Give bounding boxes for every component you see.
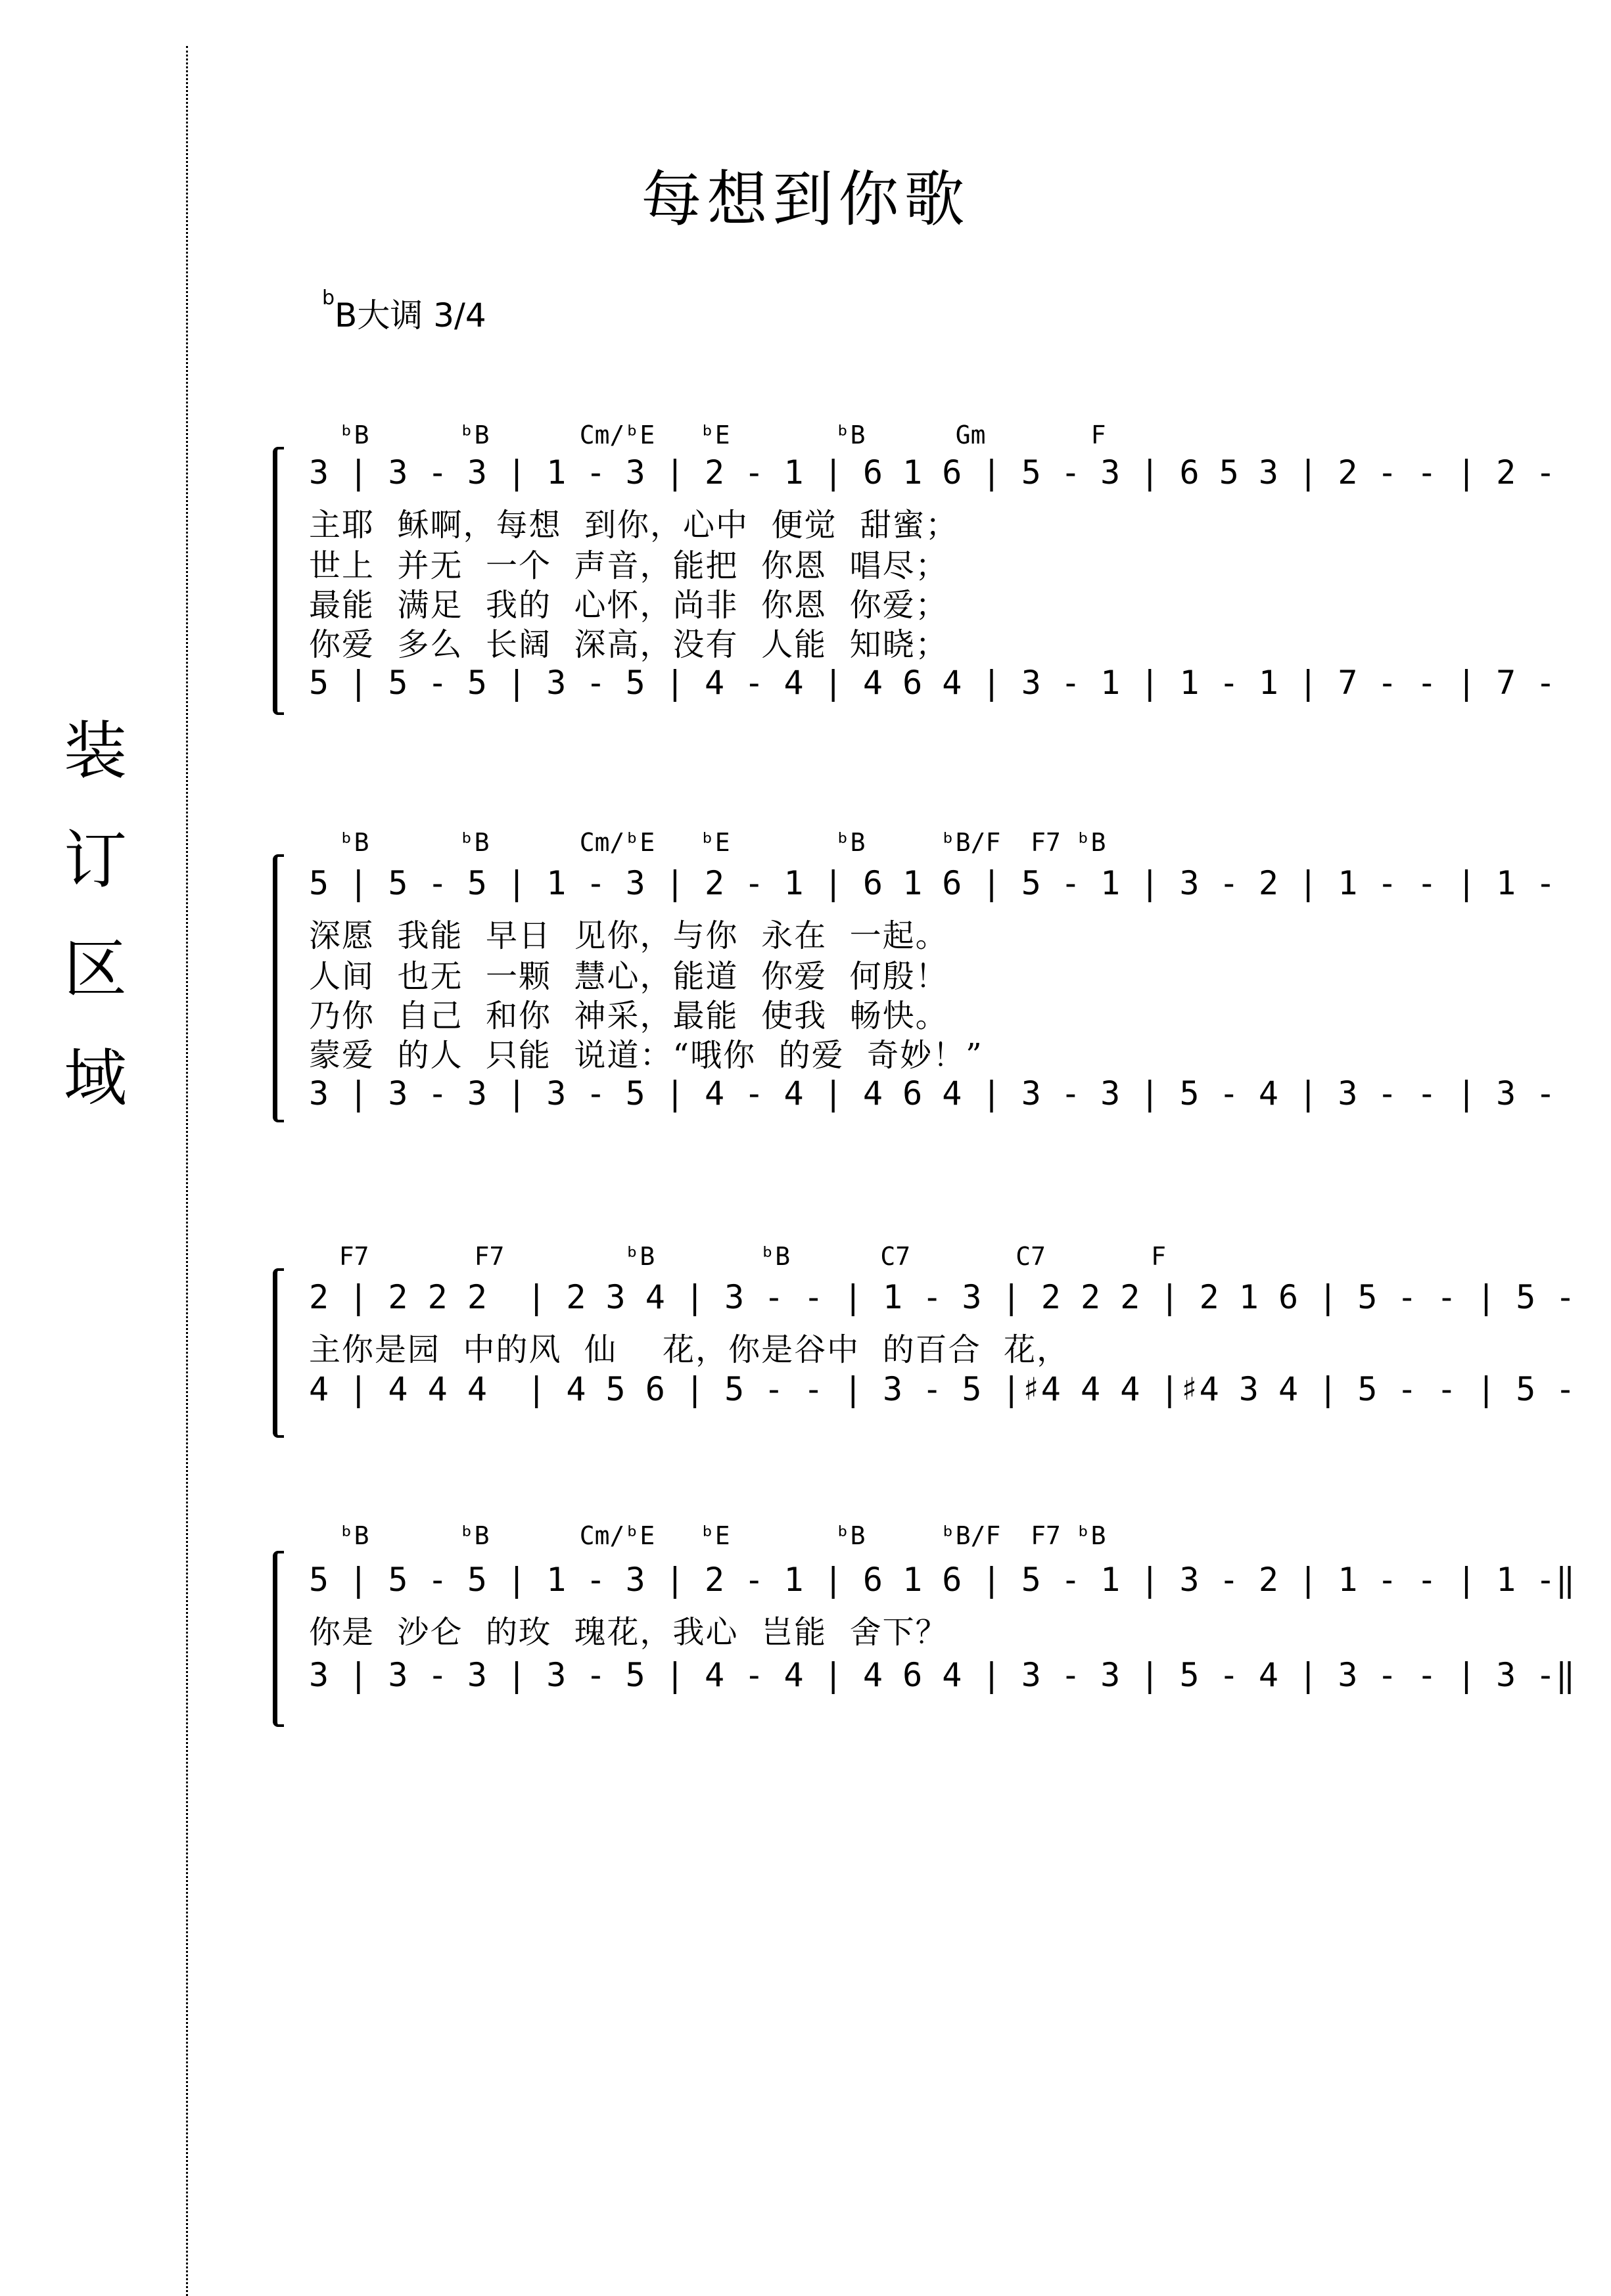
chord-line: ᵇB ᵇB Cm/ᵇE ᵇE ᵇB ᵇB/F F7 ᵇB — [309, 828, 1106, 857]
lyric-verse-2: 世上 并无 一个 声音，能把 你恩 唱尽； — [309, 547, 948, 584]
lyric-verse-2: 人间 也无 一颗 慧心，能道 你爱 何殷！ — [309, 958, 948, 995]
score-system-4 — [263, 1505, 1576, 1728]
score-system-3 — [263, 1222, 1576, 1446]
chord-line: F7 F7 ᵇB ᵇB C7 C7 F — [309, 1242, 1167, 1271]
key-signature: $^b$B大调 3/4 — [322, 287, 486, 334]
bass-line: 4 | 4 4 4 | 4 5 6 | 5 - - | 3 - 5 |♯4 4 4 |♯4 3 4 | 5 - - | 5 - — [309, 1370, 1576, 1408]
lyric-verse-1: 主你是园 中的风 仙 花，你是谷中 的百合 花， — [309, 1331, 1070, 1368]
melody-line: 5 | 5 - 5 | 1 - 3 | 2 - 1 | 6 1 6 | 5 - 1 | 3 - 2 | 1 - - | 1 -‖ — [309, 1561, 1576, 1599]
chord-line: ᵇB ᵇB Cm/ᵇE ᵇE ᵇB ᵇB/F F7 ᵇB — [309, 1521, 1106, 1550]
bass-line: 3 | 3 - 3 | 3 - 5 | 4 - 4 | 4 6 4 | 3 - 3 | 5 - 4 | 3 - - | 3 -‖ — [309, 1656, 1576, 1694]
lyric-verse-1: 深愿 我能 早日 见你，与你 永在 一起。 — [309, 917, 948, 954]
system-brace — [273, 1551, 284, 1727]
binding-area-label: 装订区域 — [64, 714, 127, 1115]
binding-dotted-line — [186, 46, 188, 2296]
bass-line: 5 | 5 - 5 | 3 - 5 | 4 - 4 | 4 6 4 | 3 - 1 | 1 - 1 | 7 - - | 7 - — [309, 664, 1556, 702]
lyric-verse-3: 乃你 自己 和你 神采，最能 使我 畅快。 — [309, 998, 948, 1034]
melody-line: 2 | 2 2 2 | 2 3 4 | 3 - - | 1 - 3 | 2 2 2 | 2 1 6 | 5 - - | 5 - — [309, 1278, 1576, 1316]
lyric-verse-1: 主耶 稣啊，每想 到你，心中 便觉 甜蜜； — [309, 507, 959, 543]
chord-line: ᵇB ᵇB Cm/ᵇE ᵇE ᵇB Gm F — [309, 421, 1106, 449]
lyric-verse-1: 你是 沙仑 的玫 瑰花，我心 岂能 舍下？ — [309, 1614, 948, 1651]
bass-line: 3 | 3 - 3 | 3 - 5 | 4 - 4 | 4 6 4 | 3 - 3 | 5 - 4 | 3 - - | 3 - — [309, 1074, 1556, 1113]
system-brace — [273, 1268, 284, 1438]
melody-line: 5 | 5 - 5 | 1 - 3 | 2 - 1 | 6 1 6 | 5 - 1 | 3 - 2 | 1 - - | 1 - — [309, 864, 1556, 902]
song-title: 每想到你歌 — [641, 164, 970, 235]
lyric-verse-3: 最能 满足 我的 心怀，尚非 你恩 你爱； — [309, 587, 948, 624]
score-system-2 — [263, 815, 1556, 1137]
melody-line: 3 | 3 - 3 | 1 - 3 | 2 - 1 | 6 1 6 | 5 - 3 | 6 5 3 | 2 - - | 2 - — [309, 453, 1556, 492]
lyric-verse-4: 蒙爱 的人 只能 说道：“哦你 的爱 奇妙！” — [309, 1037, 983, 1074]
score-system-1 — [263, 407, 1556, 729]
lyric-verse-4: 你爱 多么 长阔 深高，没有 人能 知晓； — [309, 626, 948, 663]
system-brace — [273, 447, 284, 715]
system-brace — [273, 854, 284, 1122]
